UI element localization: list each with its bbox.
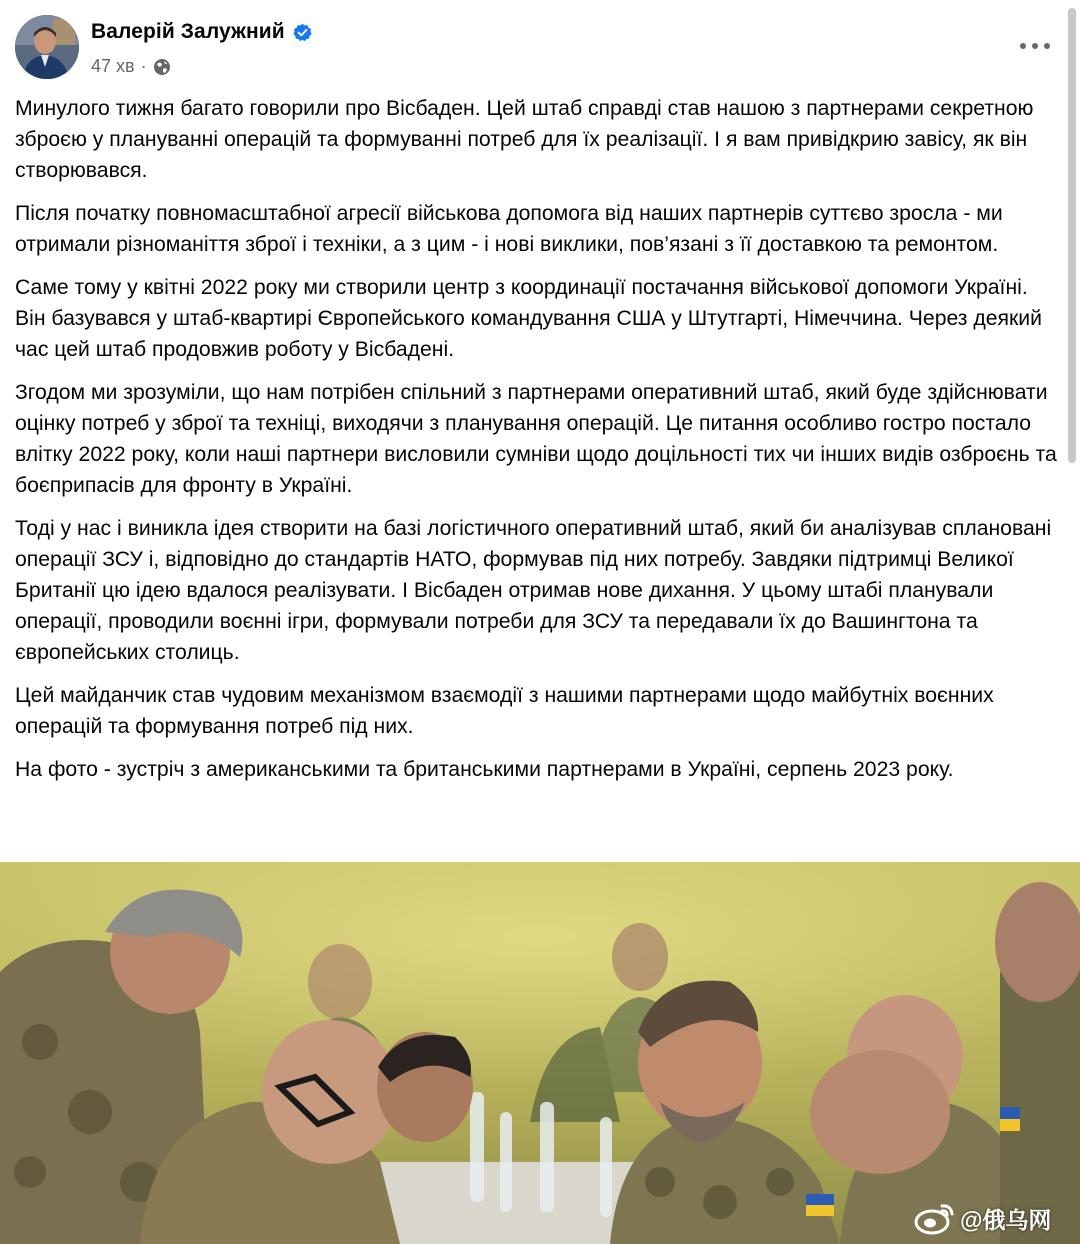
more-options-icon[interactable] (1020, 38, 1050, 54)
avatar[interactable] (15, 15, 79, 79)
post-photo[interactable] (0, 862, 1080, 1244)
more-dot (1032, 43, 1038, 49)
post-meta (91, 56, 171, 77)
author-name[interactable]: Валерій Залужний (91, 20, 285, 43)
more-dot (1020, 43, 1026, 49)
weibo-logo-icon (914, 1201, 956, 1235)
watermark (914, 1198, 1051, 1238)
more-dot (1044, 43, 1050, 49)
globe-icon[interactable] (153, 58, 171, 76)
post-paragraph: Згодом ми зрозуміли, що нам потрібен спільний з партнерами оперативний штаб, який буде здійснювати оцінку потреб у зброї та техніці, виходячи з планування операцій. Це питання особливо гостро постало влітку 2022 року, коли наші партнери висловили сумніви щодо доцільності тих чи інших видів озброєнь та боєприпасів для фронту в Україні. (15, 381, 1057, 497)
post-timestamp[interactable]: 47 хв (91, 56, 135, 76)
watermark-text: @俄乌网 (960, 1206, 1052, 1233)
post-paragraph: Цей майданчик став чудовим механізмом взаємодії з нашими партнерами щодо майбутніх воєнних операцій та формування потреб під них. (15, 684, 994, 738)
verified-badge-icon (293, 23, 312, 42)
post-paragraph: Тоді у нас і виникла ідея створити на базі логістичного оперативний штаб, який би аналізував сплановані операції ЗСУ і, відповідно до стандартів НАТО, формував під них потребу. Завдяки підтримці Великої Британії цю ідею вдалося реалізувати. І Вісбаден отримав нове дихання. У цьому штабі планували операції, проводили воєнні ігри, формували потреби для ЗСУ та передавали їх до Вашингтона та європейських столиць. (15, 517, 1052, 664)
author-line (91, 20, 312, 44)
scrollbar[interactable] (1068, 8, 1076, 463)
post-text (15, 93, 1060, 797)
meta-separator: · (140, 56, 147, 76)
post-paragraph: На фото - зустріч з американськими та британськими партнерами в Україні, серпень 2023 року. (15, 758, 954, 781)
post-paragraph: Саме тому у квітні 2022 року ми створили центр з координації постачання військової допомоги Україні. Він базувався у штаб-квартирі Європейського командування США у Штутгарті, Німеччина. Через деякий час цей штаб продовжив роботу у Вісбадені. (15, 276, 1042, 361)
post-header (0, 0, 1080, 92)
post-paragraph: Після початку повномасштабної агресії військова допомога від наших партнерів суттєво зросла - ми отримали різноманіття зброї і техніки, а з цим - і нові виклики, пов’язані з її доставкою та ремонтом. (15, 202, 1003, 256)
post-paragraph: Минулого тижня багато говорили про Вісбаден. Цей штаб справді став нашою з партнерами секретною зброєю у плануванні операцій та формуванні потреб для їх реалізації. І я вам привідкрию завісу, як він створювався. (15, 97, 1034, 182)
